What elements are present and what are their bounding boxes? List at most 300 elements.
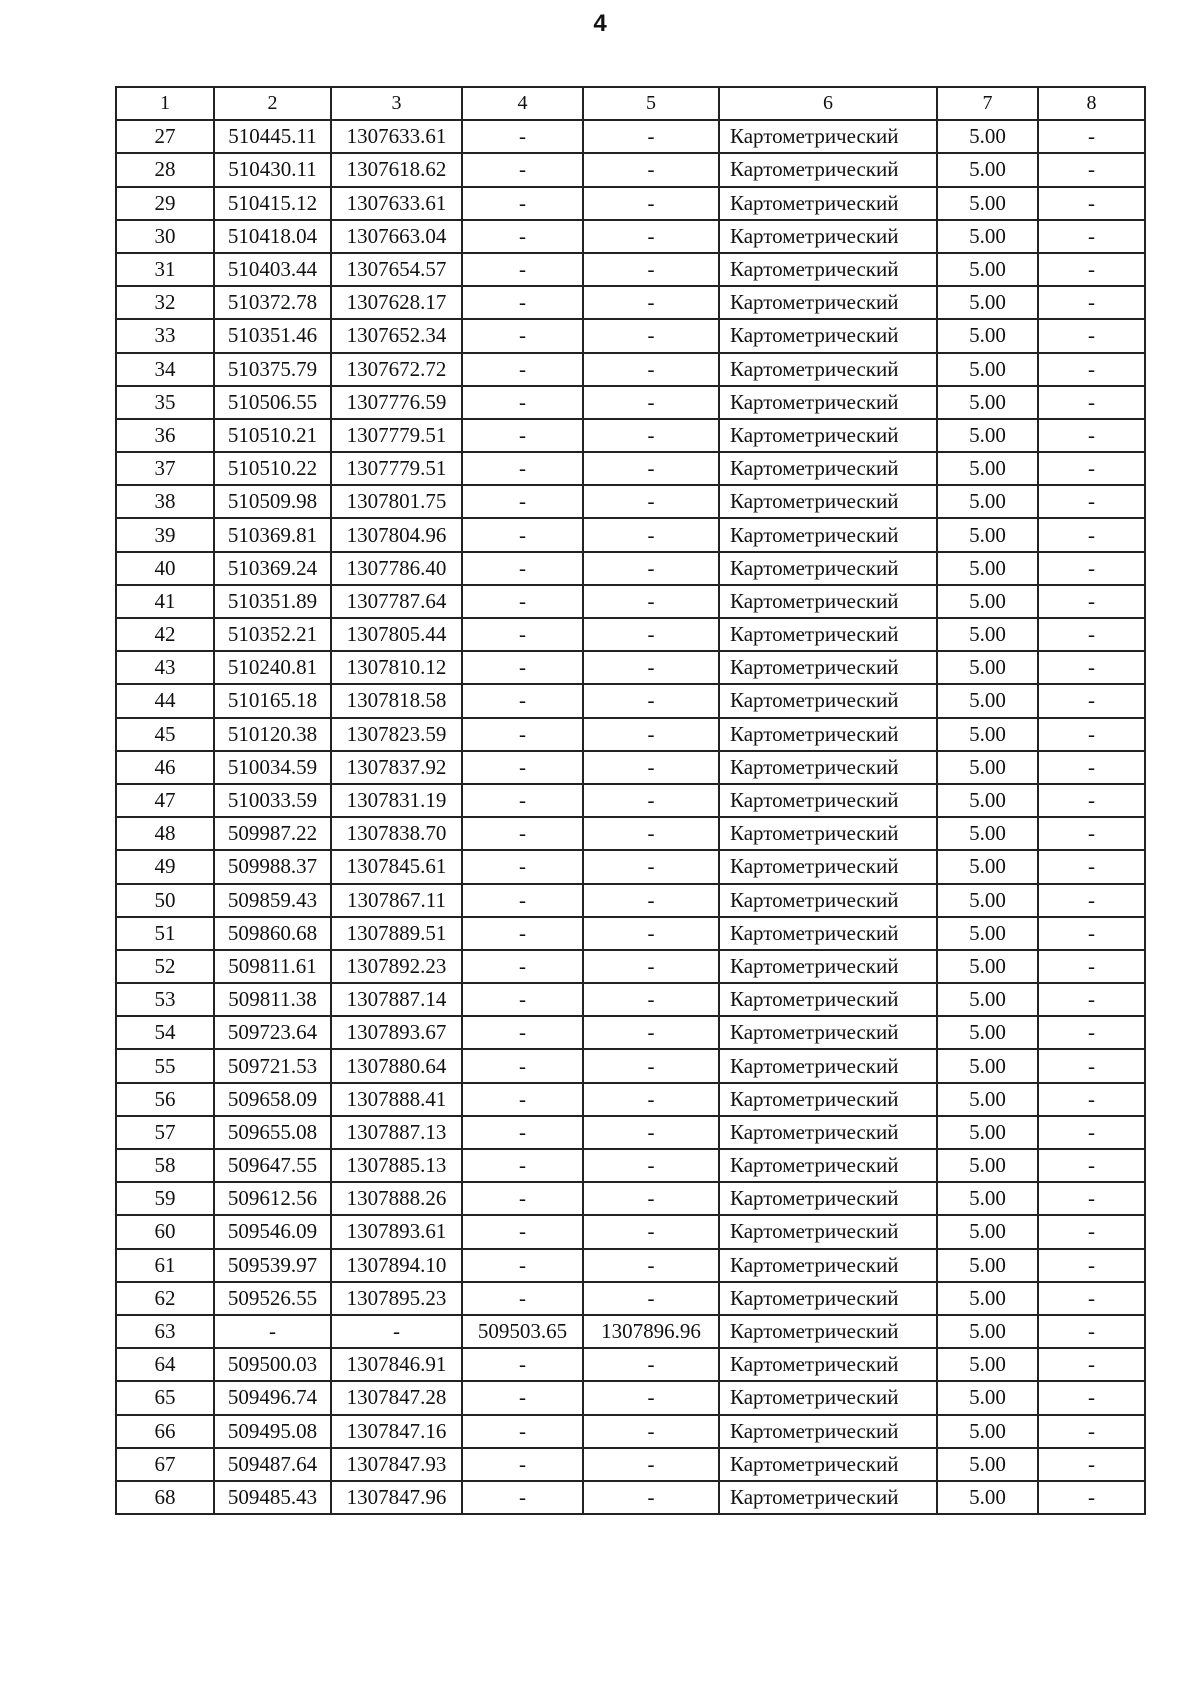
y-coordinate-cell: 1307672.72 bbox=[331, 353, 462, 386]
new-y-coordinate-cell: - bbox=[583, 1448, 719, 1481]
new-y-coordinate-cell: - bbox=[583, 618, 719, 651]
y-coordinate-cell: 1307887.14 bbox=[331, 983, 462, 1016]
page-number: 4 bbox=[593, 10, 607, 37]
accuracy-cell: 5.00 bbox=[937, 220, 1038, 253]
point-number-cell: 55 bbox=[116, 1049, 214, 1082]
description-cell: - bbox=[1038, 1381, 1145, 1414]
accuracy-cell: 5.00 bbox=[937, 718, 1038, 751]
new-x-coordinate-cell: - bbox=[462, 153, 583, 186]
new-y-coordinate-cell: - bbox=[583, 1415, 719, 1448]
x-coordinate-cell: 510033.59 bbox=[214, 784, 331, 817]
new-y-coordinate-cell: - bbox=[583, 1249, 719, 1282]
table-row bbox=[116, 1149, 1145, 1182]
table-row bbox=[116, 850, 1145, 883]
method-cell: Картометрический bbox=[719, 1481, 937, 1514]
x-coordinate-cell: 509495.08 bbox=[214, 1415, 331, 1448]
method-cell: Картометрический bbox=[719, 718, 937, 751]
x-coordinate-cell: 510369.24 bbox=[214, 552, 331, 585]
description-cell: - bbox=[1038, 1149, 1145, 1182]
description-cell: - bbox=[1038, 187, 1145, 220]
new-x-coordinate-cell: - bbox=[462, 419, 583, 452]
new-y-coordinate-cell: - bbox=[583, 286, 719, 319]
x-coordinate-cell: 509988.37 bbox=[214, 850, 331, 883]
y-coordinate-cell: 1307663.04 bbox=[331, 220, 462, 253]
point-number-cell: 44 bbox=[116, 684, 214, 717]
new-x-coordinate-cell: 509503.65 bbox=[462, 1315, 583, 1348]
description-cell: - bbox=[1038, 850, 1145, 883]
new-y-coordinate-cell: - bbox=[583, 1381, 719, 1414]
x-coordinate-cell: 509987.22 bbox=[214, 817, 331, 850]
x-coordinate-cell: 509811.61 bbox=[214, 950, 331, 983]
new-x-coordinate-cell: - bbox=[462, 253, 583, 286]
point-number-cell: 64 bbox=[116, 1348, 214, 1381]
accuracy-cell: 5.00 bbox=[937, 120, 1038, 153]
x-coordinate-cell: 509655.08 bbox=[214, 1116, 331, 1149]
new-x-coordinate-cell: - bbox=[462, 983, 583, 1016]
y-coordinate-cell: 1307804.96 bbox=[331, 518, 462, 551]
new-y-coordinate-cell: - bbox=[583, 220, 719, 253]
accuracy-cell: 5.00 bbox=[937, 518, 1038, 551]
table-row bbox=[116, 618, 1145, 651]
y-coordinate-cell: 1307847.16 bbox=[331, 1415, 462, 1448]
x-coordinate-cell: 509539.97 bbox=[214, 1249, 331, 1282]
column-header: 2 bbox=[214, 87, 331, 120]
new-x-coordinate-cell: - bbox=[462, 651, 583, 684]
y-coordinate-cell: 1307818.58 bbox=[331, 684, 462, 717]
accuracy-cell: 5.00 bbox=[937, 1149, 1038, 1182]
method-cell: Картометрический bbox=[719, 817, 937, 850]
point-number-cell: 53 bbox=[116, 983, 214, 1016]
accuracy-cell: 5.00 bbox=[937, 419, 1038, 452]
method-cell: Картометрический bbox=[719, 120, 937, 153]
table-row bbox=[116, 1016, 1145, 1049]
description-cell: - bbox=[1038, 983, 1145, 1016]
y-coordinate-cell: 1307893.67 bbox=[331, 1016, 462, 1049]
x-coordinate-cell: 510430.11 bbox=[214, 153, 331, 186]
method-cell: Картометрический bbox=[719, 1415, 937, 1448]
y-coordinate-cell: 1307885.13 bbox=[331, 1149, 462, 1182]
point-number-cell: 43 bbox=[116, 651, 214, 684]
accuracy-cell: 5.00 bbox=[937, 286, 1038, 319]
method-cell: Картометрический bbox=[719, 153, 937, 186]
x-coordinate-cell: 510120.38 bbox=[214, 718, 331, 751]
accuracy-cell: 5.00 bbox=[937, 319, 1038, 352]
table-row bbox=[116, 651, 1145, 684]
new-y-coordinate-cell: - bbox=[583, 419, 719, 452]
new-x-coordinate-cell: - bbox=[462, 850, 583, 883]
table-row bbox=[116, 983, 1145, 1016]
new-y-coordinate-cell: 1307896.96 bbox=[583, 1315, 719, 1348]
point-number-cell: 60 bbox=[116, 1215, 214, 1248]
point-number-cell: 63 bbox=[116, 1315, 214, 1348]
method-cell: Картометрический bbox=[719, 319, 937, 352]
column-header: 4 bbox=[462, 87, 583, 120]
description-cell: - bbox=[1038, 1182, 1145, 1215]
new-y-coordinate-cell: - bbox=[583, 917, 719, 950]
table-row bbox=[116, 1448, 1145, 1481]
y-coordinate-cell: 1307888.41 bbox=[331, 1083, 462, 1116]
description-cell: - bbox=[1038, 1116, 1145, 1149]
method-cell: Картометрический bbox=[719, 1149, 937, 1182]
table-row bbox=[116, 884, 1145, 917]
new-y-coordinate-cell: - bbox=[583, 884, 719, 917]
new-y-coordinate-cell: - bbox=[583, 319, 719, 352]
point-number-cell: 46 bbox=[116, 751, 214, 784]
method-cell: Картометрический bbox=[719, 850, 937, 883]
new-x-coordinate-cell: - bbox=[462, 585, 583, 618]
new-x-coordinate-cell: - bbox=[462, 618, 583, 651]
accuracy-cell: 5.00 bbox=[937, 153, 1038, 186]
method-cell: Картометрический bbox=[719, 518, 937, 551]
description-cell: - bbox=[1038, 751, 1145, 784]
new-y-coordinate-cell: - bbox=[583, 751, 719, 784]
new-y-coordinate-cell: - bbox=[583, 452, 719, 485]
x-coordinate-cell: 510510.21 bbox=[214, 419, 331, 452]
new-x-coordinate-cell: - bbox=[462, 817, 583, 850]
column-header: 5 bbox=[583, 87, 719, 120]
new-x-coordinate-cell: - bbox=[462, 950, 583, 983]
new-y-coordinate-cell: - bbox=[583, 1149, 719, 1182]
description-cell: - bbox=[1038, 684, 1145, 717]
point-number-cell: 47 bbox=[116, 784, 214, 817]
table-row bbox=[116, 220, 1145, 253]
y-coordinate-cell: 1307880.64 bbox=[331, 1049, 462, 1082]
method-cell: Картометрический bbox=[719, 1315, 937, 1348]
new-y-coordinate-cell: - bbox=[583, 1083, 719, 1116]
table-row bbox=[116, 950, 1145, 983]
x-coordinate-cell: 510372.78 bbox=[214, 286, 331, 319]
new-y-coordinate-cell: - bbox=[583, 585, 719, 618]
point-number-cell: 50 bbox=[116, 884, 214, 917]
column-header: 6 bbox=[719, 87, 937, 120]
method-cell: Картометрический bbox=[719, 485, 937, 518]
point-number-cell: 49 bbox=[116, 850, 214, 883]
accuracy-cell: 5.00 bbox=[937, 1448, 1038, 1481]
description-cell: - bbox=[1038, 1049, 1145, 1082]
new-x-coordinate-cell: - bbox=[462, 120, 583, 153]
y-coordinate-cell: 1307845.61 bbox=[331, 850, 462, 883]
table-row bbox=[116, 1083, 1145, 1116]
description-cell: - bbox=[1038, 286, 1145, 319]
x-coordinate-cell: 509485.43 bbox=[214, 1481, 331, 1514]
description-cell: - bbox=[1038, 884, 1145, 917]
method-cell: Картометрический bbox=[719, 1381, 937, 1414]
accuracy-cell: 5.00 bbox=[937, 950, 1038, 983]
y-coordinate-cell: 1307847.96 bbox=[331, 1481, 462, 1514]
description-cell: - bbox=[1038, 585, 1145, 618]
description-cell: - bbox=[1038, 1481, 1145, 1514]
description-cell: - bbox=[1038, 718, 1145, 751]
new-x-coordinate-cell: - bbox=[462, 552, 583, 585]
x-coordinate-cell: 510351.46 bbox=[214, 319, 331, 352]
method-cell: Картометрический bbox=[719, 286, 937, 319]
method-cell: Картометрический bbox=[719, 1083, 937, 1116]
y-coordinate-cell: 1307779.51 bbox=[331, 452, 462, 485]
y-coordinate-cell: 1307805.44 bbox=[331, 618, 462, 651]
point-number-cell: 52 bbox=[116, 950, 214, 983]
method-cell: Картометрический bbox=[719, 950, 937, 983]
description-cell: - bbox=[1038, 419, 1145, 452]
description-cell: - bbox=[1038, 253, 1145, 286]
y-coordinate-cell: 1307846.91 bbox=[331, 1348, 462, 1381]
method-cell: Картометрический bbox=[719, 1215, 937, 1248]
new-y-coordinate-cell: - bbox=[583, 1016, 719, 1049]
table-row bbox=[116, 153, 1145, 186]
method-cell: Картометрический bbox=[719, 884, 937, 917]
table-body bbox=[116, 120, 1145, 1514]
new-x-coordinate-cell: - bbox=[462, 1381, 583, 1414]
x-coordinate-cell: 509500.03 bbox=[214, 1348, 331, 1381]
description-cell: - bbox=[1038, 220, 1145, 253]
description-cell: - bbox=[1038, 386, 1145, 419]
accuracy-cell: 5.00 bbox=[937, 1348, 1038, 1381]
x-coordinate-cell: - bbox=[214, 1315, 331, 1348]
new-y-coordinate-cell: - bbox=[583, 485, 719, 518]
x-coordinate-cell: 509496.74 bbox=[214, 1381, 331, 1414]
x-coordinate-cell: 510510.22 bbox=[214, 452, 331, 485]
table-header-row bbox=[116, 87, 1145, 120]
method-cell: Картометрический bbox=[719, 618, 937, 651]
new-y-coordinate-cell: - bbox=[583, 1049, 719, 1082]
new-x-coordinate-cell: - bbox=[462, 353, 583, 386]
x-coordinate-cell: 509811.38 bbox=[214, 983, 331, 1016]
method-cell: Картометрический bbox=[719, 419, 937, 452]
method-cell: Картометрический bbox=[719, 1182, 937, 1215]
new-x-coordinate-cell: - bbox=[462, 917, 583, 950]
y-coordinate-cell: 1307888.26 bbox=[331, 1182, 462, 1215]
new-x-coordinate-cell: - bbox=[462, 452, 583, 485]
accuracy-cell: 5.00 bbox=[937, 353, 1038, 386]
new-x-coordinate-cell: - bbox=[462, 1149, 583, 1182]
new-x-coordinate-cell: - bbox=[462, 485, 583, 518]
accuracy-cell: 5.00 bbox=[937, 884, 1038, 917]
new-y-coordinate-cell: - bbox=[583, 153, 719, 186]
y-coordinate-cell: 1307776.59 bbox=[331, 386, 462, 419]
method-cell: Картометрический bbox=[719, 552, 937, 585]
description-cell: - bbox=[1038, 452, 1145, 485]
new-y-coordinate-cell: - bbox=[583, 950, 719, 983]
new-x-coordinate-cell: - bbox=[462, 1249, 583, 1282]
description-cell: - bbox=[1038, 651, 1145, 684]
table-row bbox=[116, 552, 1145, 585]
table-row bbox=[116, 319, 1145, 352]
y-coordinate-cell: 1307847.93 bbox=[331, 1448, 462, 1481]
y-coordinate-cell: 1307889.51 bbox=[331, 917, 462, 950]
description-cell: - bbox=[1038, 1315, 1145, 1348]
table-row bbox=[116, 1116, 1145, 1149]
accuracy-cell: 5.00 bbox=[937, 1049, 1038, 1082]
accuracy-cell: 5.00 bbox=[937, 1215, 1038, 1248]
new-y-coordinate-cell: - bbox=[583, 1282, 719, 1315]
new-x-coordinate-cell: - bbox=[462, 187, 583, 220]
new-x-coordinate-cell: - bbox=[462, 884, 583, 917]
point-number-cell: 35 bbox=[116, 386, 214, 419]
point-number-cell: 39 bbox=[116, 518, 214, 551]
y-coordinate-cell: 1307892.23 bbox=[331, 950, 462, 983]
table-row bbox=[116, 684, 1145, 717]
method-cell: Картометрический bbox=[719, 353, 937, 386]
new-x-coordinate-cell: - bbox=[462, 1415, 583, 1448]
point-number-cell: 61 bbox=[116, 1249, 214, 1282]
x-coordinate-cell: 509723.64 bbox=[214, 1016, 331, 1049]
new-y-coordinate-cell: - bbox=[583, 1215, 719, 1248]
table-row bbox=[116, 485, 1145, 518]
description-cell: - bbox=[1038, 353, 1145, 386]
y-coordinate-cell: 1307786.40 bbox=[331, 552, 462, 585]
y-coordinate-cell: 1307838.70 bbox=[331, 817, 462, 850]
y-coordinate-cell: 1307894.10 bbox=[331, 1249, 462, 1282]
accuracy-cell: 5.00 bbox=[937, 1315, 1038, 1348]
new-x-coordinate-cell: - bbox=[462, 684, 583, 717]
x-coordinate-cell: 509658.09 bbox=[214, 1083, 331, 1116]
table-row bbox=[116, 917, 1145, 950]
x-coordinate-cell: 509612.56 bbox=[214, 1182, 331, 1215]
table-row bbox=[116, 784, 1145, 817]
accuracy-cell: 5.00 bbox=[937, 253, 1038, 286]
new-y-coordinate-cell: - bbox=[583, 784, 719, 817]
table-row bbox=[116, 751, 1145, 784]
column-header: 1 bbox=[116, 87, 214, 120]
table-row bbox=[116, 1249, 1145, 1282]
new-x-coordinate-cell: - bbox=[462, 1049, 583, 1082]
accuracy-cell: 5.00 bbox=[937, 850, 1038, 883]
description-cell: - bbox=[1038, 784, 1145, 817]
y-coordinate-cell: 1307831.19 bbox=[331, 784, 462, 817]
accuracy-cell: 5.00 bbox=[937, 1282, 1038, 1315]
x-coordinate-cell: 510506.55 bbox=[214, 386, 331, 419]
table-row bbox=[116, 518, 1145, 551]
point-number-cell: 34 bbox=[116, 353, 214, 386]
table-row bbox=[116, 1481, 1145, 1514]
description-cell: - bbox=[1038, 153, 1145, 186]
point-number-cell: 31 bbox=[116, 253, 214, 286]
method-cell: Картометрический bbox=[719, 651, 937, 684]
table-row bbox=[116, 1381, 1145, 1414]
table-row bbox=[116, 1282, 1145, 1315]
accuracy-cell: 5.00 bbox=[937, 1481, 1038, 1514]
point-number-cell: 40 bbox=[116, 552, 214, 585]
description-cell: - bbox=[1038, 618, 1145, 651]
x-coordinate-cell: 510351.89 bbox=[214, 585, 331, 618]
x-coordinate-cell: 509721.53 bbox=[214, 1049, 331, 1082]
y-coordinate-cell: - bbox=[331, 1315, 462, 1348]
description-cell: - bbox=[1038, 1348, 1145, 1381]
new-y-coordinate-cell: - bbox=[583, 120, 719, 153]
y-coordinate-cell: 1307652.34 bbox=[331, 319, 462, 352]
new-y-coordinate-cell: - bbox=[583, 850, 719, 883]
x-coordinate-cell: 510403.44 bbox=[214, 253, 331, 286]
table-row bbox=[116, 353, 1145, 386]
new-x-coordinate-cell: - bbox=[462, 1182, 583, 1215]
point-number-cell: 27 bbox=[116, 120, 214, 153]
new-y-coordinate-cell: - bbox=[583, 684, 719, 717]
table-row bbox=[116, 1348, 1145, 1381]
description-cell: - bbox=[1038, 518, 1145, 551]
new-y-coordinate-cell: - bbox=[583, 187, 719, 220]
method-cell: Картометрический bbox=[719, 1049, 937, 1082]
table-row bbox=[116, 1182, 1145, 1215]
y-coordinate-cell: 1307618.62 bbox=[331, 153, 462, 186]
table-row bbox=[116, 386, 1145, 419]
accuracy-cell: 5.00 bbox=[937, 917, 1038, 950]
coordinates-table bbox=[115, 86, 1146, 1515]
point-number-cell: 51 bbox=[116, 917, 214, 950]
new-x-coordinate-cell: - bbox=[462, 751, 583, 784]
y-coordinate-cell: 1307654.57 bbox=[331, 253, 462, 286]
new-x-coordinate-cell: - bbox=[462, 784, 583, 817]
accuracy-cell: 5.00 bbox=[937, 1182, 1038, 1215]
column-header: 3 bbox=[331, 87, 462, 120]
description-cell: - bbox=[1038, 1083, 1145, 1116]
accuracy-cell: 5.00 bbox=[937, 386, 1038, 419]
y-coordinate-cell: 1307787.64 bbox=[331, 585, 462, 618]
x-coordinate-cell: 509647.55 bbox=[214, 1149, 331, 1182]
new-y-coordinate-cell: - bbox=[583, 1182, 719, 1215]
table-row bbox=[116, 817, 1145, 850]
point-number-cell: 67 bbox=[116, 1448, 214, 1481]
new-y-coordinate-cell: - bbox=[583, 253, 719, 286]
description-cell: - bbox=[1038, 917, 1145, 950]
y-coordinate-cell: 1307867.11 bbox=[331, 884, 462, 917]
x-coordinate-cell: 509546.09 bbox=[214, 1215, 331, 1248]
table-row bbox=[116, 187, 1145, 220]
x-coordinate-cell: 510375.79 bbox=[214, 353, 331, 386]
method-cell: Картометрический bbox=[719, 220, 937, 253]
point-number-cell: 30 bbox=[116, 220, 214, 253]
method-cell: Картометрический bbox=[719, 917, 937, 950]
point-number-cell: 29 bbox=[116, 187, 214, 220]
point-number-cell: 48 bbox=[116, 817, 214, 850]
point-number-cell: 68 bbox=[116, 1481, 214, 1514]
accuracy-cell: 5.00 bbox=[937, 1249, 1038, 1282]
accuracy-cell: 5.00 bbox=[937, 1381, 1038, 1414]
method-cell: Картометрический bbox=[719, 983, 937, 1016]
new-y-coordinate-cell: - bbox=[583, 718, 719, 751]
x-coordinate-cell: 510240.81 bbox=[214, 651, 331, 684]
new-x-coordinate-cell: - bbox=[462, 220, 583, 253]
new-y-coordinate-cell: - bbox=[583, 983, 719, 1016]
point-number-cell: 62 bbox=[116, 1282, 214, 1315]
accuracy-cell: 5.00 bbox=[937, 585, 1038, 618]
point-number-cell: 38 bbox=[116, 485, 214, 518]
accuracy-cell: 5.00 bbox=[937, 552, 1038, 585]
method-cell: Картометрический bbox=[719, 1016, 937, 1049]
y-coordinate-cell: 1307779.51 bbox=[331, 419, 462, 452]
point-number-cell: 59 bbox=[116, 1182, 214, 1215]
point-number-cell: 57 bbox=[116, 1116, 214, 1149]
description-cell: - bbox=[1038, 1448, 1145, 1481]
new-x-coordinate-cell: - bbox=[462, 319, 583, 352]
x-coordinate-cell: 510369.81 bbox=[214, 518, 331, 551]
accuracy-cell: 5.00 bbox=[937, 684, 1038, 717]
new-y-coordinate-cell: - bbox=[583, 651, 719, 684]
x-coordinate-cell: 510165.18 bbox=[214, 684, 331, 717]
y-coordinate-cell: 1307887.13 bbox=[331, 1116, 462, 1149]
point-number-cell: 42 bbox=[116, 618, 214, 651]
new-x-coordinate-cell: - bbox=[462, 1448, 583, 1481]
table-row bbox=[116, 1315, 1145, 1348]
new-y-coordinate-cell: - bbox=[583, 386, 719, 419]
new-x-coordinate-cell: - bbox=[462, 1348, 583, 1381]
new-y-coordinate-cell: - bbox=[583, 552, 719, 585]
accuracy-cell: 5.00 bbox=[937, 1116, 1038, 1149]
accuracy-cell: 5.00 bbox=[937, 784, 1038, 817]
table-row bbox=[116, 253, 1145, 286]
method-cell: Картометрический bbox=[719, 253, 937, 286]
point-number-cell: 32 bbox=[116, 286, 214, 319]
point-number-cell: 65 bbox=[116, 1381, 214, 1414]
new-y-coordinate-cell: - bbox=[583, 1348, 719, 1381]
